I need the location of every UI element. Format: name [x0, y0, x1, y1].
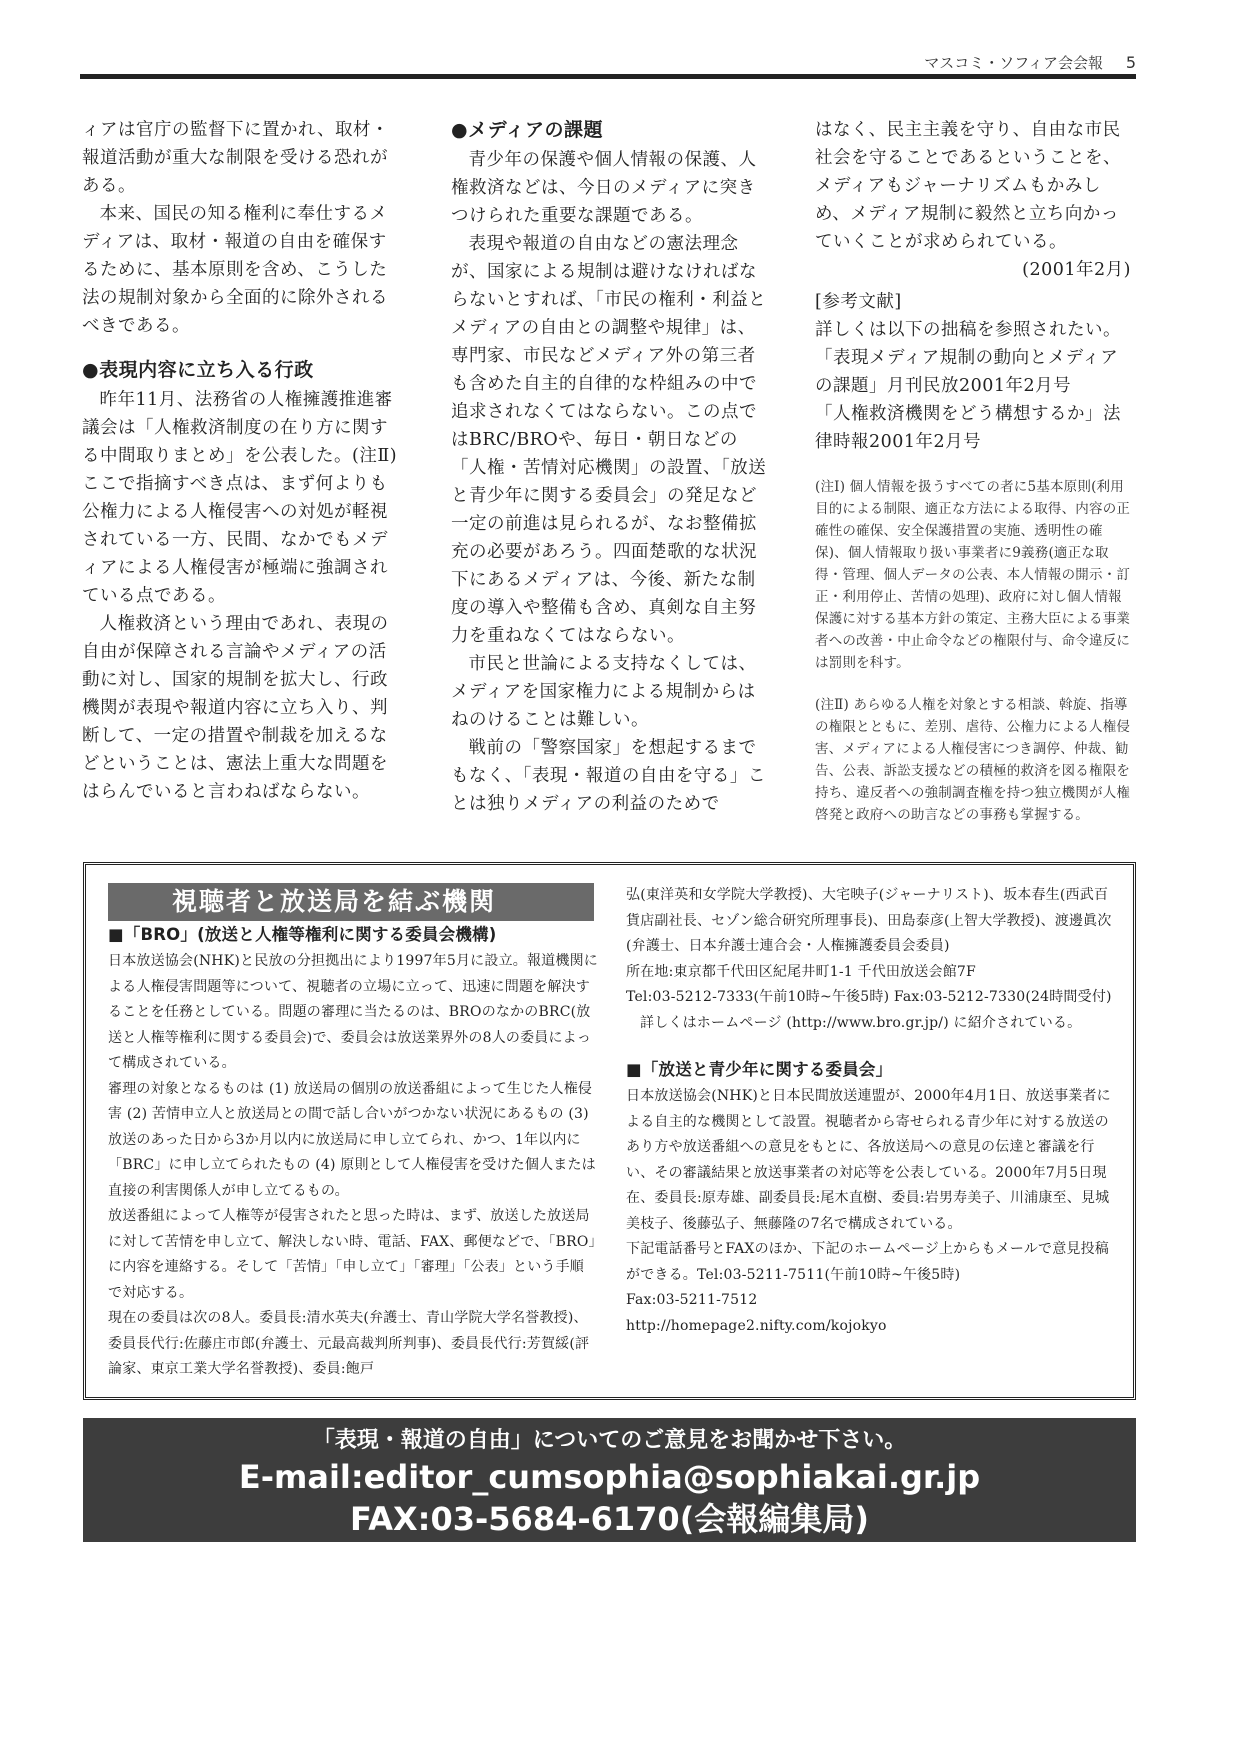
col3-paragraph-1: はなく、民主主義を守り、自由な市民社会を守ることであるということを、メディアもジャーナリズムもかみしめ、メディア規制に毅然と立ち向かっていくことが求められている。 [815, 120, 1121, 252]
bro-paragraph-3: 放送番組によって人権等が侵害されたと思った時は、まず、放送した放送局に対して苦情を申し立て、解決しない時、電話、FAX、郵便などで、「BRO」に内容を連絡する。そして「苦情」「申し立て」「審理」「公表」という手順で対応する。 [108, 1208, 596, 1301]
references-heading: [参考文献] [815, 292, 902, 312]
section-heading-administration: ●表現内容に立ち入る行政 [82, 359, 314, 381]
header-rule [80, 74, 1136, 79]
bro-paragraph-5: 弘(東洋英和女学院大学教授)、大宅映子(ジャーナリスト)、坂本春生(西武百貨店副社長、セゾン総合研究所理事長)、田島泰彦(上智大学教授)、渡邊眞次(弁護士、日本弁護士連合会・人権擁護委員会委員) [626, 887, 1112, 954]
contact-banner [83, 1418, 1136, 1542]
youth-paragraph-2: 下記電話番号とFAXのほか、下記のホームページ上からもメールで意見投稿ができる。Tel:03-5211-7511(午前10時~午後5時) [626, 1241, 1110, 1283]
article-column-1 [82, 116, 398, 806]
bro-paragraph-1: 日本放送協会(NHK)と民放の分担拠出により1997年5月に設立。報道機関による人権侵害問題等について、視聴者の立場に立って、迅速に問題を解決することを任務としている。問題の審理に当たるのは、BROのなかのBRC(放送と人権等権利に関する委員会)で、委員会は放送業界外の8人の委員によって構成されている。 [108, 953, 598, 1071]
col2-paragraph-2: 表現や報道の自由などの憲法理念が、国家による規制は避けなければならないとすれば、「市民の権利・利益とメディアの自由との調整や規律」は、専門家、市民などメディア外の第三者も含めた自主的自律的な枠組みの中で追求されなくてはならない。この点ではBRC/BROや、毎日・朝日などの「人権・苦情対応機関」の設置、「放送と青少年に関する委員会」の発足など一定の前進は見られるが、なお整備拡充の必要があろう。四面楚歌的な状況下にあるメディアは、今後、新たな制度の導入や整備も含め、真剣な自主努力を重ねなくてはならない。 [451, 234, 767, 646]
contact-fax: FAX:03-5684-6170(会報編集局) [350, 1500, 869, 1538]
article-date: (2001年2月) [1022, 260, 1131, 280]
footnote-1: (注Ⅰ) 個人情報を扱うすべての者に5基本原則(利用目的による制限、適正な方法による取得、内容の正確性の確保、安全保護措置の実施、透明性の確保)、個人情報取り扱い事業者に9義務(適正な取得・管理、個人データの公表、本人情報の開示・訂正・利用停止、苦情の処理)、政府に対し個人情報保護に対する基本方針の策定、主務大臣による事業者への改善・中止命令などの権限付与、命令違反には罰則を科す。 [815, 479, 1131, 671]
footnote-2: (注Ⅱ) あらゆる人権を対象とする相談、斡旋、指導の権限とともに、差別、虐待、公権力による人権侵害、メディアによる人権侵害につき調停、仲裁、勧告、公表、訴訟支援などの積極的救済を図る権限を持ち、違反者への強制調査権を持つ独立機関が人権啓発と政府への助言などの事務も掌握する。 [815, 697, 1131, 823]
col2-paragraph-1: 青少年の保護や個人情報の保護、人権救済などは、今日のメディアに突きつけられた重要な課題である。 [451, 150, 757, 226]
col2-paragraph-3: 市民と世論による支持なくしては、メディアを国家権力による規制からはねのけることは難しい。 [451, 654, 757, 730]
bro-website: 詳しくはホームページ (http://www.bro.gr.jp/) に紹介されている。 [640, 1014, 1082, 1031]
bro-paragraph-4: 現在の委員は次の8人。委員長:清水英夫(弁護士、青山学院大学名誉教授)、委員長代行:佐藤庄市郎(弁護士、元最高裁判所判事)、委員長代行:芳賀綏(評論家、東京工業大学名誉教授)、委員:飽戸 [108, 1310, 590, 1377]
youth-paragraph-1: 日本放送協会(NHK)と日本民間放送連盟が、2000年4月1日、放送事業者による自主的な機関として設置。視聴者から寄せられる青少年に対する放送のあり方や放送番組への意見をもとに、各放送局への意見の伝達と審議を行い、その審議結果と放送事業者の対応等を公表している。2000年7月5日現在、委員長:原寿雄、副委員長:尾木直樹、委員:岩男寿美子、川浦康至、見城美枝子、後藤弘子、無藤隆の7名で構成されている。 [626, 1088, 1111, 1232]
article-column-2 [451, 116, 767, 818]
bro-paragraph-2: 審理の対象となるものは (1) 放送局の個別の放送番組によって生じた人権侵害 (2) 苦情申立人と放送局との間で話し合いがつかない状況にあるもの (3) 放送のあった日から3か月以内に放送局に申し立てられ、かつ、1年以内に「BRC」に申し立てられたもの (4) 原則として人権侵害を受けた個人または直接の利害関係人が申し立てるもの。 [108, 1080, 596, 1199]
col2-paragraph-4: 戦前の「警察国家」を想起するまでもなく、「表現・報道の自由を守る」ことは独りメディアの利益のためで [451, 738, 766, 814]
youth-committee-heading: ■「放送と青少年に関する委員会」 [626, 1060, 893, 1079]
youth-url: http://homepage2.nifty.com/kojokyo [626, 1317, 887, 1334]
col1-paragraph-3: 昨年11月、法務省の人権擁護推進審議会は「人権救済制度の在り方に関する中間取りまとめ」を公表した。(注Ⅱ) ここで指摘すべき点は、まず何よりも公権力による人権侵害への対処が軽視されている一方、民間、なかでもメディアによる人権侵害が極端に強調されている点である。 [82, 390, 398, 606]
page-number: 5 [1125, 53, 1136, 72]
bro-address: 所在地:東京都千代田区紀尾井町1-1 千代田放送会館7F [626, 963, 976, 980]
col1-paragraph-1: ィアは官庁の監督下に置かれ、取材・報道活動が重大な制限を受ける恐れがある。 [82, 120, 390, 196]
box-right-column [626, 883, 1116, 1339]
youth-fax: Fax:03-5211-7512 [626, 1292, 758, 1308]
article-column-3 [815, 116, 1131, 826]
reference-1: 「表現メディア規制の動向とメディアの課題」月刊民放2001年2月号 [815, 348, 1119, 396]
page-header [80, 52, 1136, 73]
references-intro: 詳しくは以下の拙稿を参照されたい。 [815, 320, 1121, 340]
col1-paragraph-2: 本来、国民の知る権利に奉仕するメディアは、取材・報道の自由を確保するために、基本原則を含め、こうした法の規制対象から全面的に除外されるべきである。 [82, 204, 388, 336]
organizations-box [83, 862, 1136, 1400]
contact-email: E-mail:editor_cumsophia@sophiakai.gr.jp [238, 1458, 981, 1496]
box-left-column [108, 883, 598, 1383]
publication-name: マスコミ・ソフィア会会報 [924, 54, 1104, 72]
box-title: 視聴者と放送局を結ぶ機関 [108, 883, 594, 921]
section-heading-media-issues: ●メディアの課題 [451, 119, 604, 141]
reference-2: 「人権救済機関をどう構想するか」法律時報2001年2月号 [815, 404, 1121, 452]
col1-paragraph-4: 人権救済という理由であれ、表現の自由が保障される言論やメディアの活動に対し、国家的規制を拡大し、行政機関が表現や報道内容に立ち入り、判断して、一定の措置や制裁を加えるなどということは、憲法上重大な問題をはらんでいると言わねばならない。 [82, 614, 389, 802]
bro-phone: Tel:03-5212-7333(午前10時~午後5時) Fax:03-5212-7330(24時間受付) [626, 989, 1112, 1005]
contact-invitation: 「表現・報道の自由」についてのご意見をお聞かせ下さい。 [312, 1428, 907, 1453]
bro-heading: ■「BRO」(放送と人権等権利に関する委員会機構) [108, 925, 497, 944]
